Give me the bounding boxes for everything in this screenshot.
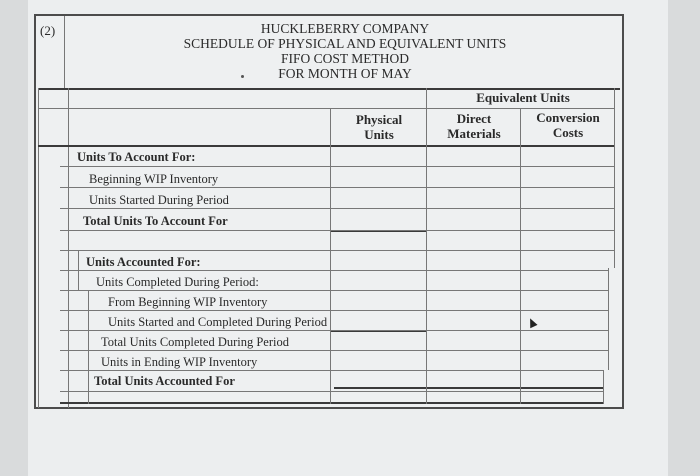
total-to-account-row: Total Units To Account For [83, 214, 228, 228]
line [60, 330, 608, 331]
company-name: HUCKLEBERRY COMPANY [260, 21, 430, 36]
line [60, 290, 608, 291]
col-line [330, 108, 331, 404]
table-left-border [38, 88, 39, 408]
problem-number: (2) [40, 23, 56, 38]
line [60, 187, 615, 188]
started-completed-row: Units Started and Completed During Period [108, 315, 328, 329]
units-accounted-header: Units Accounted For: [86, 255, 201, 269]
line [60, 350, 608, 351]
method-title: FIFO COST METHOD [280, 51, 410, 66]
divider [64, 16, 65, 89]
period-title: FOR MONTH OF MAY [278, 66, 412, 81]
physical-units-header: Physical Units [355, 112, 403, 142]
table-inner-left-line [68, 88, 69, 408]
units-started-row: Units Started During Period [89, 193, 229, 207]
conversion-costs-header: Conversion Costs [536, 110, 600, 140]
line [60, 166, 615, 167]
indent-line [88, 290, 89, 404]
line [38, 145, 615, 147]
schedule-header [140, 21, 550, 81]
line [60, 208, 615, 209]
beginning-wip-row: Beginning WIP Inventory [89, 172, 219, 186]
table-bottom-border [60, 402, 604, 404]
col-line [608, 268, 609, 370]
col-line [603, 370, 604, 404]
col-line [520, 108, 521, 404]
line [60, 391, 604, 392]
line [38, 108, 615, 109]
schedule-title: SCHEDULE OF PHYSICAL AND EQUIVALENT UNITS [183, 36, 507, 51]
line [60, 250, 615, 251]
equivalent-units-header: Equivalent Units [476, 90, 570, 105]
total-accounted-row: Total Units Accounted For [94, 374, 235, 388]
units-completed-header: Units Completed During Period: [96, 275, 259, 289]
from-beginning-wip-row: From Beginning WIP Inventory [108, 295, 268, 309]
total-completed-row: Total Units Completed During Period [101, 335, 289, 349]
col-line [614, 108, 615, 268]
units-to-account-header: Units To Account For: [77, 150, 196, 164]
ending-wip-row: Units in Ending WIP Inventory [101, 355, 258, 369]
line [60, 270, 608, 271]
direct-materials-header: Direct Materials [447, 111, 501, 141]
line [60, 230, 615, 231]
double-underline [334, 387, 604, 389]
line [60, 310, 608, 311]
indent-line [78, 250, 79, 290]
line [60, 370, 604, 371]
mark [241, 75, 244, 78]
col-line [426, 88, 427, 404]
